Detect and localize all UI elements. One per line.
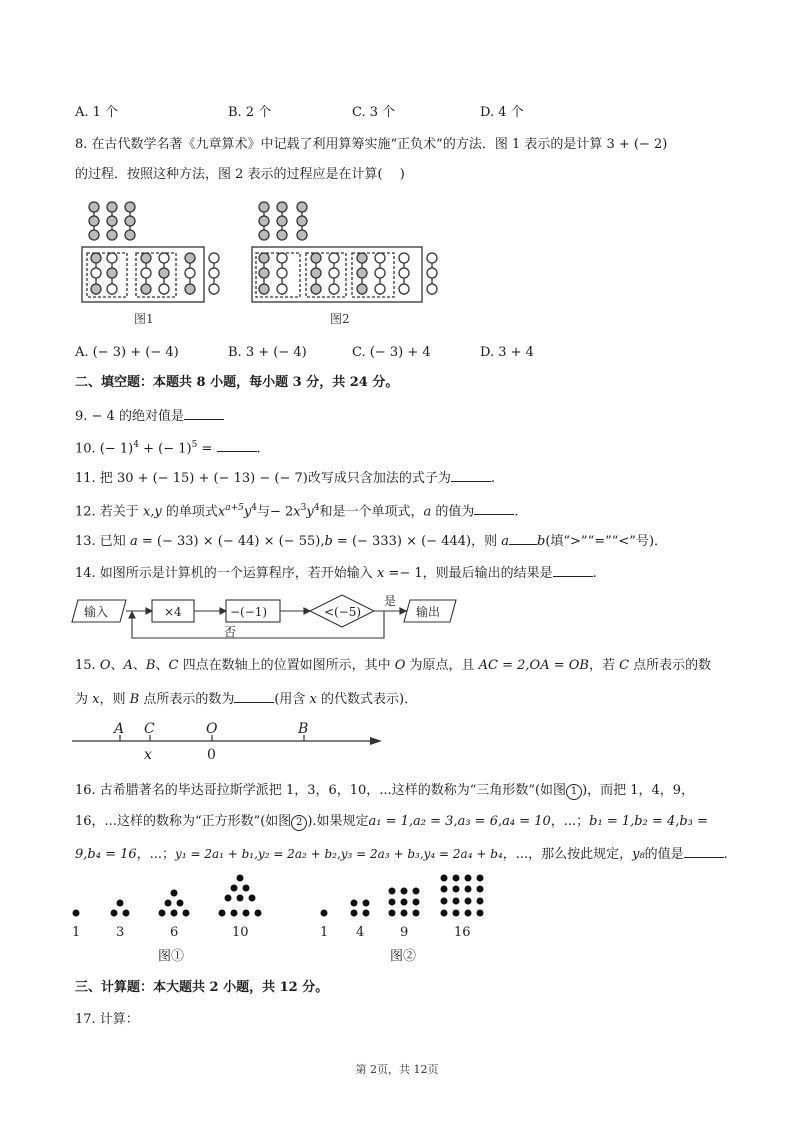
q12-term2: x <box>293 504 301 520</box>
q16-l3-c: ，...，那么按此规定， <box>502 847 633 862</box>
flow-no-label: 否 <box>224 625 237 639</box>
sq-label-3: 9 <box>400 925 409 940</box>
flow-yes-label: 是 <box>384 594 397 608</box>
q11: 11. 把 30 + (− 15) + (− 13) − (− 7)改写成只含加法的式子为 . <box>75 468 495 488</box>
flow-output-label: 输出 <box>416 605 441 619</box>
q8-option-c: C. (− 3) + 4 <box>352 345 431 360</box>
q10-sup1: 4 <box>133 440 139 450</box>
q14: 14. 如图所示是计算机的一个运算程序，若开始输入 x =− 1，则最后输出的结果是 . <box>75 563 597 583</box>
q12-mid3: 和是一个单项式， <box>319 504 424 520</box>
q8-option-b: B. 3 + (− 4) <box>228 345 307 360</box>
q16-l3-y8: y₈ <box>632 847 645 862</box>
q16-line2 <box>75 813 708 831</box>
q8-option-d: D. 3 + 4 <box>480 345 534 360</box>
q16-circled-2: 2 <box>291 815 307 831</box>
number-line <box>70 715 390 765</box>
q12-term1: x <box>217 504 226 520</box>
q12-mid1: 的单项式 <box>161 504 218 520</box>
q16-line1 <box>75 782 694 800</box>
q12: 12. 若关于 x,y 的单项式$x^{a+5}y^4$与− $2x^3y^4$和是一个单项式，a 的值为 . <box>75 503 519 520</box>
q15-l2-a: ，则 <box>99 692 130 707</box>
q16-l3-d: 的值是 <box>644 847 684 862</box>
numberline-B: B <box>298 721 309 737</box>
q13-b: b <box>324 534 333 549</box>
q7-option-b: B. 2 个 <box>228 105 272 120</box>
q16-l2-a: 16，...这样的数称为“正方形数”(如图 <box>75 814 292 829</box>
q15-text4: 点所表示的数 <box>629 658 712 673</box>
numberline-O: O <box>206 721 218 737</box>
sq-label-2: 4 <box>356 925 365 940</box>
tri-label-2: 3 <box>116 925 125 940</box>
q14-blank <box>553 563 593 577</box>
q12-exp1: a+5 <box>225 503 244 513</box>
q16-circled-1: 1 <box>566 784 582 800</box>
numberline-x: x <box>144 747 152 763</box>
fig1-caption: 图1 <box>134 312 154 326</box>
q13-pre: 13. 已知 <box>75 534 130 549</box>
q16-blank <box>684 844 724 858</box>
tri-label-4: 10 <box>232 925 249 940</box>
q12-exp2: 3 <box>300 503 307 513</box>
dots-fig2-caption: 图② <box>390 949 417 964</box>
q15-line1 <box>75 657 711 675</box>
q16-l2-c: ，...； <box>550 814 590 829</box>
q12-mid2: 与− 2 <box>256 504 294 520</box>
figurate-number-dots <box>66 870 506 965</box>
q16-l2-seq2: b₁ = 1,b₂ = 4,b₃ = <box>589 814 708 829</box>
sq-label-1: 1 <box>320 925 329 940</box>
q15-blank <box>234 689 274 703</box>
numberline-zero: 0 <box>207 747 216 763</box>
q10-pre: 10. (− 1) <box>75 441 134 457</box>
q8-option-a: A. (− 3) + (− 4) <box>75 345 179 360</box>
flow-minus-label: −(−1) <box>230 605 268 619</box>
q15-l2-d: 的代数式表示)． <box>316 692 418 707</box>
q12-y-b: y <box>306 504 314 520</box>
q15-eq: AC = 2,OA = OB <box>478 658 589 673</box>
q13-a: a <box>129 534 138 549</box>
q8-text-line2: 的过程．按照这种方法，图 2 表示的过程应是在计算( ) <box>75 167 405 182</box>
sq-label-4: 16 <box>454 925 471 940</box>
q7-option-d: D. 4 个 <box>480 105 524 120</box>
q15-sep1: 、 <box>110 658 124 673</box>
fig2-top-rods <box>259 202 307 240</box>
q15-text2: 为原点，且 <box>405 658 479 673</box>
q15-l2-pre: 为 <box>75 692 93 707</box>
q14-flowchart <box>70 590 460 646</box>
q15-pre: 15. <box>75 658 100 673</box>
counting-rods-figures <box>70 195 470 330</box>
q10-blank <box>217 438 257 452</box>
flow-compare-label: <(−5) <box>324 605 362 619</box>
tri-label-3: 6 <box>170 925 179 940</box>
q13-mid2: = (− 333) × (− 444)，则 <box>332 534 502 549</box>
q9-blank <box>184 406 224 420</box>
q15-l2-x2: x <box>309 692 317 707</box>
q16-line3: 9,b₄ = 16，...；y₁ = 2a₁ + b₁,y₂ = 2a₂ + b₂,y₃ = 2a₃ + b₃,y₄ = 2a₄ + b₄，...，那么按此规定，y₈的值是 . <box>75 844 728 864</box>
q8-text-line1: 8. 在古代数学名著《九章算术》中记载了利用算筹实施“正负术”的方法．图 1 表示的是计算 3 + (− 2) <box>75 137 668 152</box>
flow-input-label: 输入 <box>84 605 109 619</box>
q16-l3-b: ，...； <box>136 847 176 862</box>
q16-l1-text: 16. 古希腊著名的毕达哥拉斯学派把 1，3，6，10，...这样的数称为“三角形数”(如图 <box>75 783 567 798</box>
q15-C2: C <box>619 658 630 673</box>
q15-l2-b: 点所表示的数为 <box>139 692 235 707</box>
section3-title: 三、计算题：本大题共 2 小题，共 12 分。 <box>75 980 329 995</box>
flow-times4-label: ×4 <box>164 605 182 619</box>
q16-l3-seq: y₁ = 2a₁ + b₁,y₂ = 2a₂ + b₂,y₃ = 2a₃ + b₃,y₄ = 2a₄ + b₄ <box>175 847 503 861</box>
q12-y-a: y <box>243 504 252 520</box>
q9 <box>75 406 224 426</box>
q10-sup2: 5 <box>191 440 198 450</box>
q12-xy: x,y <box>142 504 162 520</box>
q14-pre: 14. 如图所示是计算机的一个运算程序，若开始输入 <box>75 566 377 581</box>
dots-fig1-caption: 图① <box>158 949 185 964</box>
q13-a2: a <box>501 534 509 549</box>
numberline-C: C <box>144 721 155 737</box>
q14-post: =− 1，则最后输出的结果是 <box>384 566 553 581</box>
q13 <box>75 531 667 551</box>
q15-l2-B: B <box>129 692 140 707</box>
q13-mid: = (− 33) × (− 44) × (− 55), <box>137 534 325 549</box>
q15-O: O <box>99 658 111 673</box>
q15-A: A <box>123 658 133 673</box>
q15-line2 <box>75 689 417 709</box>
q12-pre: 12. 若关于 <box>75 504 143 520</box>
q15-text1: 四点在数轴上的位置如图所示，其中 <box>178 658 395 673</box>
q14-x: x <box>376 566 385 581</box>
fig2-caption: 图2 <box>330 312 350 326</box>
tri-label-1: 1 <box>72 925 81 940</box>
q13-b2: b <box>536 534 546 549</box>
q15-text3: ，若 <box>588 658 620 673</box>
q17: 17. 计算： <box>75 1012 139 1027</box>
q16-l2-b: ).如果规定 <box>307 814 369 829</box>
q11-text: 11. 把 30 + (− 15) + (− 13) − (− 7)改写成只含加法的式子为 <box>75 471 451 486</box>
numberline-A: A <box>114 721 125 737</box>
q12-post: 的值为 <box>431 504 475 520</box>
q13-post: (填“>”“=”“<”号)． <box>545 534 668 549</box>
section2-title: 二、填空题：本题共 8 小题，每小题 3 分，共 24 分。 <box>75 375 399 390</box>
q10-post: = <box>197 441 217 457</box>
page-footer: 第 2页，共 12页 <box>355 1063 439 1076</box>
q15-l2-c: (用含 <box>274 692 310 707</box>
q15-C: C <box>168 658 179 673</box>
q15-B: B <box>145 658 156 673</box>
q15-O2: O <box>394 658 406 673</box>
q12-a: a <box>423 504 432 520</box>
q10: 10. (− 1)$^4$ + (− 1)$^5$ = . <box>75 440 261 457</box>
q16-l3-a: 9,b₄ = 16 <box>75 847 137 862</box>
q7-option-c: C. 3 个 <box>352 105 396 120</box>
q9-text: 9. − 4 的绝对值是 <box>75 409 184 424</box>
q12-blank <box>474 501 514 515</box>
q7-option-a: A. 1 个 <box>75 105 119 120</box>
q15-sep2: 、 <box>132 658 146 673</box>
q16-l1-b: )，而把 1，4，9， <box>582 783 695 798</box>
q15-l2-x: x <box>92 692 100 707</box>
q13-blank <box>509 531 537 545</box>
fig1-top-rods <box>89 202 135 240</box>
q11-blank <box>451 468 491 482</box>
q16-l2-seq: a₁ = 1,a₂ = 3,a₃ = 6,a₄ = 10 <box>368 814 551 829</box>
q10-mid: + (− 1) <box>138 441 192 457</box>
q15-sep3: 、 <box>155 658 169 673</box>
